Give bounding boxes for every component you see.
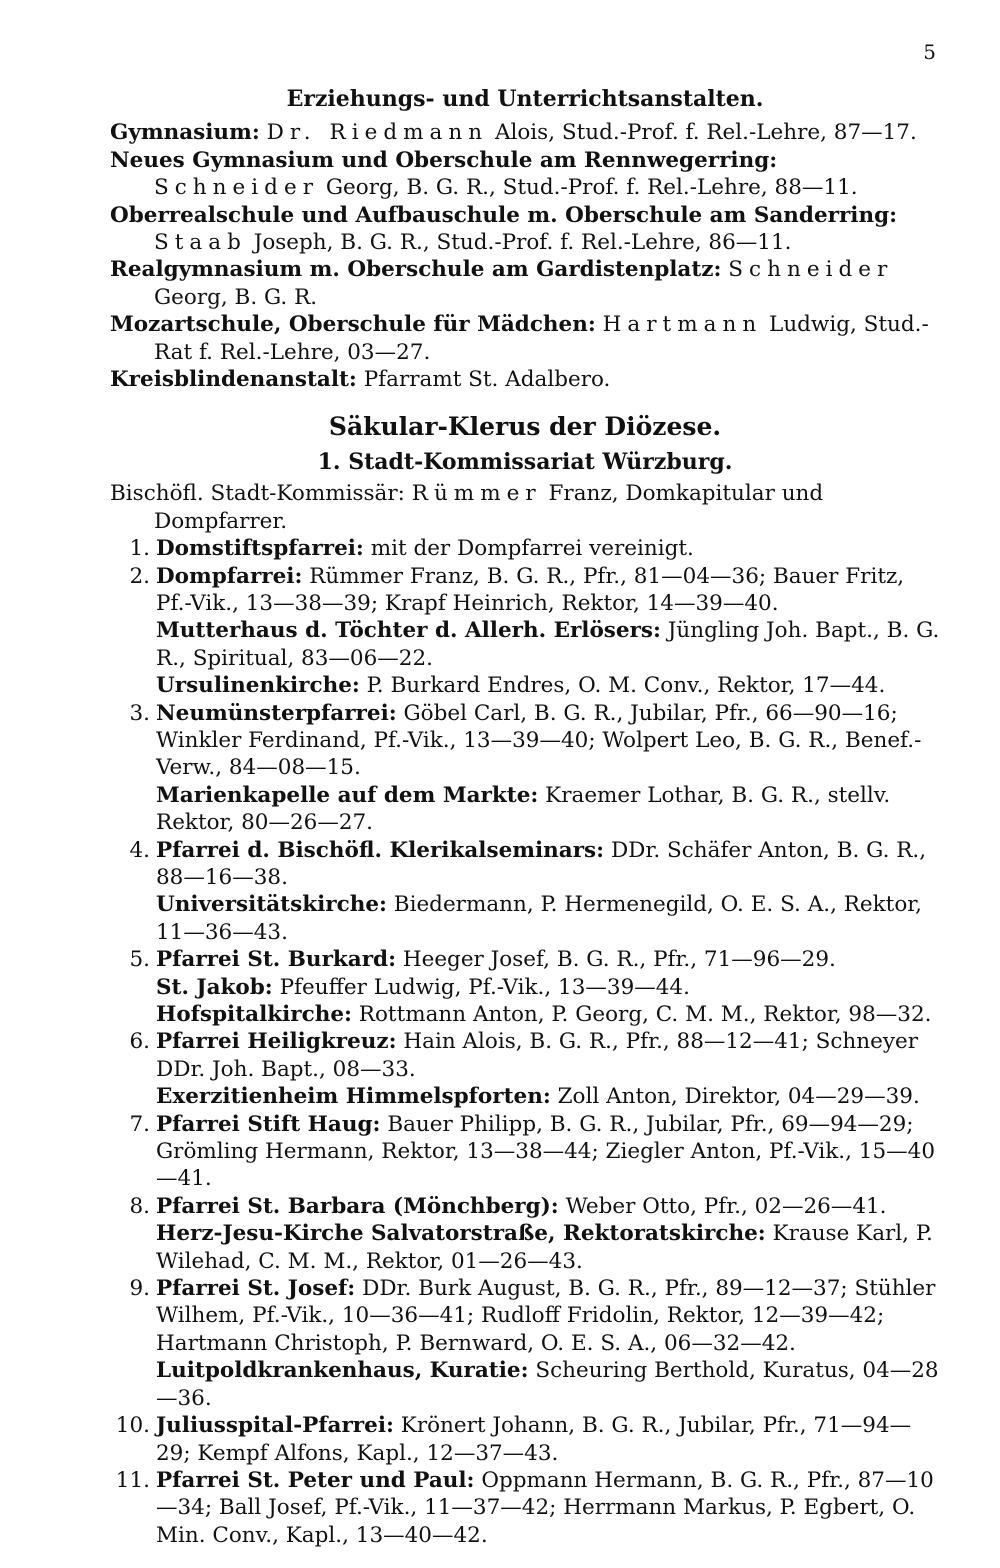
page-content [110,86,940,1549]
commissioner-entry [110,480,940,535]
parish-line [156,535,940,562]
school-entry [110,202,940,257]
person-name: Staab [154,230,247,256]
school-entry [110,256,940,311]
parish-text: Krause Karl, P. Wilehad, C. M. M., Rektor, 01—26—43. [156,1221,933,1274]
parish-entry [110,946,940,1028]
section-heading-clergy: Säkular-Klerus der Diözese. [328,412,722,442]
parish-line [156,974,940,1001]
school-label: Kreisblindenanstalt: [110,367,357,393]
section-heading-schools: Erziehungs- und Unterrichtsanstalten. [286,86,764,112]
parish-line [156,1467,940,1549]
page-number: 5 [923,40,936,64]
parish-text: Jüngling Joh. Bapt., B. G. R., Spiritual, 83—06—22. [156,618,940,671]
parish-label: Pfarrei St. Josef: [156,1276,356,1302]
parish-entry [110,1467,940,1549]
parish-label: Pfarrei Stift Haug: [156,1111,381,1137]
person-name: Rümmer [411,481,542,507]
parish-line [156,837,940,892]
parish-label: St. Jakob: [156,974,273,1000]
parish-line [156,1275,940,1357]
school-entry [110,119,940,146]
parish-entry [110,1111,940,1193]
entry-text: Ludwig, Stud.-Rat f. Rel.-Lehre, 03—27. [154,312,929,365]
parish-line [156,700,940,782]
parish-number: 11. [115,1467,150,1493]
person-name: Hartmann [602,312,763,338]
parish-label: Exerzitienheim Himmelspforten: [156,1084,551,1110]
parish-text: Pfeuffer Ludwig, Pf.-Vik., 13—39—44. [272,974,690,1000]
parish-label: Neumünsterpfarrei: [156,700,397,726]
parish-number: 3. [129,700,150,726]
parish-text: Weber Otto, Pfr., 02—26—41. [558,1193,887,1219]
parish-label: Pfarrei d. Bischöfl. Klerikalseminars: [156,837,605,863]
parish-text: mit der Dompfarrei vereinigt. [363,536,694,562]
parish-line [156,617,940,672]
parish-line [156,891,940,946]
parish-number: 10. [115,1413,150,1439]
entry-text: Franz, Domkapitular und Dompfarrer. [154,481,824,534]
parish-line [156,672,940,699]
parish-label: Juliusspital-Pfarrei: [156,1413,394,1439]
parish-line [156,1111,940,1193]
school-label: Oberrealschule und Aufbauschule m. Oberschule am Sanderring: [110,202,898,228]
parish-label: Universitätskirche: [156,892,387,918]
parish-text: Heeger Josef, B. G. R., Pfr., 71—96—29. [396,947,836,973]
parish-entry [110,563,940,700]
parish-number: 4. [129,837,150,863]
parish-label: Mutterhaus d. Töchter d. Allerh. Erlösers: [156,618,661,644]
school-label: Neues Gymnasium und Oberschule am Rennwegerring: [110,147,778,173]
entry-text: Alois, Stud.-Prof. f. Rel.-Lehre, 87—17. [488,120,917,146]
parish-text: Oppmann Hermann, B. G. R., Pfr., 87—10—34; Ball Josef, Pf.-Vik., 11—37—42; Herrmann Markus, P. Egbert, O. Min. Conv., Kapl., 13—40—42. [156,1467,934,1548]
school-label: Gymnasium: [110,120,260,146]
parish-label: Pfarrei St. Barbara (Mönchberg): [156,1193,559,1219]
school-entry [110,311,940,366]
school-label: Mozartschule, Oberschule für Mädchen: [110,312,596,338]
parish-line [156,782,940,837]
parish-label: Pfarrei St. Burkard: [156,947,397,973]
school-entry [110,366,940,393]
parish-label: Luitpoldkrankenhaus, Kuratie: [156,1358,529,1384]
parish-label: Herz-Jesu-Kirche Salvatorstraße, Rektoratskirche: [156,1221,766,1247]
parish-entry [110,535,940,562]
person-name: Schneider [728,257,894,283]
entry-text: Georg, B. G. R., Stud.-Prof. f. Rel.-Lehre, 88—11. [319,175,858,201]
parish-line [156,1412,940,1467]
school-list [110,119,940,393]
section-subheading-commissariat: 1. Stadt-Kommissariat Würzburg. [317,448,733,475]
parish-line [156,1220,940,1275]
entry-text: Georg, B. G. R. [154,284,318,310]
school-entry [110,147,940,202]
parish-text: Zoll Anton, Direktor, 04—29—39. [550,1084,920,1110]
parish-text: Hain Alois, B. G. R., Pfr., 88—12—41; Schneyer DDr. Joh. Bapt., 08—33. [156,1029,918,1082]
parish-text: DDr. Burk August, B. G. R., Pfr., 89—12—37; Stühler Wilhem, Pf.-Vik., 10—36—41; Rudloff Fridolin, Rektor, 12—39—42; Hartmann Christoph, P. Bernward, O. E. S. A., 06—32—42. [156,1276,936,1356]
parish-entry [110,1028,940,1110]
parish-line [156,1028,940,1083]
parish-number: 1. [129,536,150,562]
parish-text: Bauer Philipp, B. G. R., Jubilar, Pfr., 69—94—29; Grömling Hermann, Rektor, 13—38—44; Ziegler Anton, Pf.-Vik., 15—40—41. [156,1111,936,1192]
parish-text: DDr. Schäfer Anton, B. G. R., 88—16—38. [156,837,927,890]
parish-label: Dompfarrei: [156,563,303,589]
parish-label: Pfarrei St. Peter und Paul: [156,1467,475,1493]
parish-number: 7. [129,1111,150,1137]
school-label: Realgymnasium m. Oberschule am Gardistenplatz: [110,257,722,283]
parish-text: Krönert Johann, B. G. R., Jubilar, Pfr., 71—94—29; Kempf Alfons, Kapl., 12—37—43. [156,1413,912,1466]
commissioner-prefix: Bischöfl. Stadt-Kommissär: [110,481,405,507]
parish-text: P. Burkard Endres, O. M. Conv., Rektor, 17—44. [359,673,886,699]
parish-number: 2. [129,563,150,589]
parish-text: Rottmann Anton, P. Georg, C. M. M., Rektor, 98—32. [351,1002,932,1027]
parish-label: Marienkapelle auf dem Markte: [156,782,539,808]
parish-entry [110,700,940,837]
parish-line [156,1001,940,1028]
parish-line [156,1083,940,1110]
parish-number: 8. [129,1193,150,1219]
parish-text: Scheuring Berthold, Kuratus, 04—28—36. [156,1358,939,1411]
entry-text: Joseph, B. G. R., Stud.-Prof. f. Rel.-Lehre, 86—11. [246,230,792,256]
parish-entry [110,1275,940,1412]
entry-text: Pfarramt St. Adalbero. [356,367,611,393]
parish-text: Rümmer Franz, B. G. R., Pfr., 81—04—36; Bauer Fritz, Pf.-Vik., 13—38—39; Krapf Heinrich, Rektor, 14—39—40. [156,563,905,616]
person-name: Dr. Riedmann [266,120,489,146]
parish-entry [110,837,940,947]
parish-line [156,1193,940,1220]
parish-number: 9. [129,1276,150,1302]
parish-number: 5. [129,947,150,973]
parish-text: Biedermann, P. Hermenegild, O. E. S. A., Rektor, 11—36—43. [156,892,923,945]
parish-line [156,946,940,973]
parish-label: Hofspitalkirche: [156,1002,352,1027]
parish-label: Ursulinenkirche: [156,673,360,699]
parish-entry [110,1193,940,1275]
parish-number: 6. [129,1029,150,1055]
parish-text: Kraemer Lothar, B. G. R., stellv. Rektor, 80—26—27. [156,782,891,836]
parish-list [110,535,940,1549]
parish-label: Domstiftspfarrei: [156,536,364,562]
parish-line [156,563,940,618]
parish-label: Pfarrei Heiligkreuz: [156,1029,397,1055]
parish-line [156,1357,940,1412]
person-name: Schneider [154,175,320,201]
parish-text: Göbel Carl, B. G. R., Jubilar, Pfr., 66—90—16; Winkler Ferdinand, Pf.-Vik., 13—39—40; Wolpert Leo, B. G. R., Benef.-Verw., 84—08—15. [156,700,922,781]
parish-entry [110,1412,940,1467]
